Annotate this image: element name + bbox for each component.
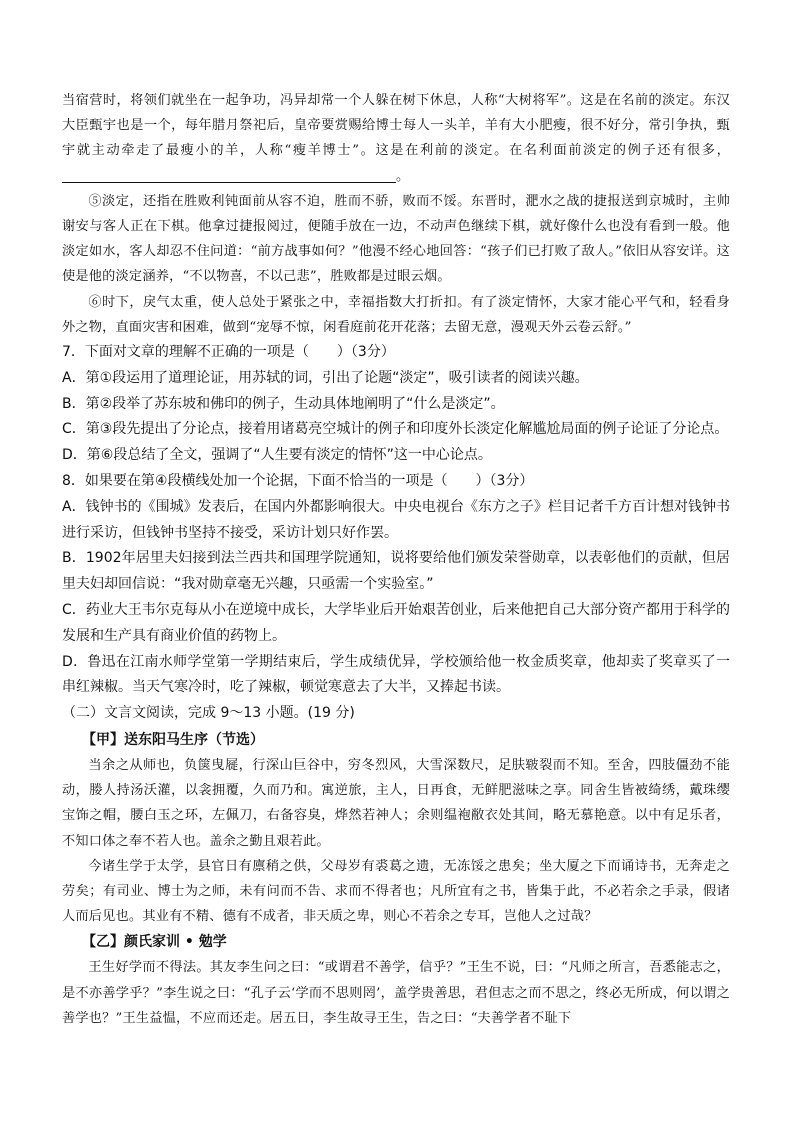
question-7-option-b[interactable]: B．第②段举了苏东坡和佛印的例子，生动具体地阐明了“什么是淡定”。 (62, 395, 505, 412)
paragraph-four-text: 当宿营时，将领们就坐在一起争功，冯异却常一个人躲在树下休息，人称“大树将军”。这是在名前的淡定。东汉大臣甄宇也是一个，每年腊月祭祀后，皇帝要赏赐给博士每人一头羊，羊有大小肥瘦，很不好分，常引争执，甄宇就主动牵走了最瘦小的羊，人称“瘦羊博士”。这是在利前的淡定。在名利面前淡定的例子还有很多， (62, 93, 730, 159)
passage-yi-title: 【乙】颜氏家训 • 勉学 (82, 934, 227, 951)
passage-jia-paragraph-1: 当余之从师也，负箧曳屣，行深山巨谷中，穷冬烈风，大雪深数尺，足肤皲裂而不知。至舍，四肢僵劲不能动，媵人持汤沃灌，以衾拥覆，久而乃和。寓逆旅，主人，日再食，无鲜肥滋味之享。同舍生皆被绮绣，戴珠缨宝饰之帽，腰白玉之环，左佩刀，右备容臭，烨然若神人；余则缊袍敝衣处其间，略无慕艳意。以中有足乐者，不知口体之奉不若人也。盖余之勤且艰若此。 (62, 757, 730, 849)
argument-essay-section (62, 88, 730, 340)
question-7-option-d[interactable]: D．第⑥段总结了全文，强调了“人生要有淡定的情怀”这一中心论点。 (62, 447, 492, 464)
question-8 (62, 469, 730, 701)
passage-jia-paragraph-2: 今诸生学于太学，县官日有廪稍之供，父母岁有裘葛之遗，无冻馁之患矣；坐大厦之下而诵诗书，无奔走之劳矣；有司业、博士为之师，未有问而不告、求而不得者也；凡所宜有之书，皆集于此，不必若余之手录，假诸人而后见也。其业有不精、德有不成者，非天质之卑，则心不若余之专耳，岂他人之过哉？ (62, 858, 730, 925)
paragraph-five: ⑤淡定，还指在胜败利钝面前从容不迫，胜而不骄，败而不馁。东晋时，淝水之战的捷报送到京城时，主帅谢安与客人正在下棋。他拿过捷报阅过，便随手放在一边，不动声色继续下棋，就好像什么也没有看到一般。他淡定如水，客人却忍不住问道：“前方战事如何？”他漫不经心地回答：“孩子们已打败了敌人。”依旧从容安详。这使是他的淡定涵养，“不以物喜，不以己悲”，胜败都是过眼云烟。 (62, 193, 730, 285)
question-8-option-c[interactable]: C．药业大王韦尔克每从小在逆境中成长，大学毕业后开始艰苦创业，后来他把自己大部分资产都用于科学的发展和生产具有商业价值的药物上。 (62, 602, 730, 644)
question-8-stem: 8．如果要在第④段横线处加一个论据，下面不恰当的一项是（ ）（3分） (62, 473, 534, 490)
question-8-option-d[interactable]: D．鲁迅在江南水师学堂第一学期结束后，学生成绩优异，学校颁给他一枚金质奖章，他却卖了奖章买了一串红辣椒。当天气寒冷时，吃了辣椒，顿觉寒意去了大半，又捧起书读。 (62, 653, 730, 696)
question-7 (62, 340, 730, 469)
classical-reading-section (62, 701, 730, 1031)
question-8-option-a[interactable]: A．钱钟书的《围城》发表后，在国内外都影响很大。中央电视台《东方之子》栏目记者千方百计想对钱钟书进行采访，但钱钟书坚持不接受，采访计划只好作罢。 (62, 498, 730, 541)
paragraph-four-end (62, 88, 730, 189)
paragraph-six: ⑥时下，戾气太重，使人总处于紧张之中，幸福指数大打折扣。有了淡定情怀，大家才能心平气和，轻看身外之物，直面灾害和困难，做到“宠辱不惊，闲看庭前花开花落；去留无意，漫观天外云卷云舒。” (62, 294, 730, 335)
section-two-title: （二）文言文阅读，完成 9～13 小题。(19 分) (62, 705, 355, 722)
question-7-option-a[interactable]: A．第①段运用了道理论证，用苏轼的词，引出了论题“淡定”，吸引读者的阅读兴趣。 (62, 369, 589, 386)
question-7-option-c[interactable]: C．第③段先提出了分论点，接着用诸葛亮空城计的例子和印度外长淡定化解尴尬局面的例子论证了分论点。 (62, 421, 729, 438)
passage-jia-title: 【甲】送东阳马生序（节选） (82, 731, 264, 748)
question-8-option-b[interactable]: B．1902年居里夫妇接到法兰西共和国理学院通知，说将要给他们颁发荣誉勋章，以表彰他们的贡献，但居里夫妇却回信说：“我对勋章毫无兴趣，只亟需一个实验室。” (62, 550, 730, 593)
fill-in-blank[interactable] (62, 168, 396, 182)
passage-yi-paragraph-1: 王生好学而不得法。其友李生问之曰：“或谓君不善学，信乎？”王生不说，曰：“凡师之所言，吾悉能志之，是不亦善学乎？”李生说之曰：“孔子云‘学而不思则罔’，盖学贵善思，君但志之而不思之，终必无所成，何以谓之善学也？”王生益愠，不应而还走。居五日，李生故寻王生，告之曰：“夫善学者不耻下 (62, 960, 730, 1026)
paragraph-four-tail: 。 (396, 168, 410, 184)
question-7-stem: 7．下面对文章的理解不正确的一项是（ ）（3分） (62, 344, 395, 361)
exam-page (62, 88, 730, 1031)
